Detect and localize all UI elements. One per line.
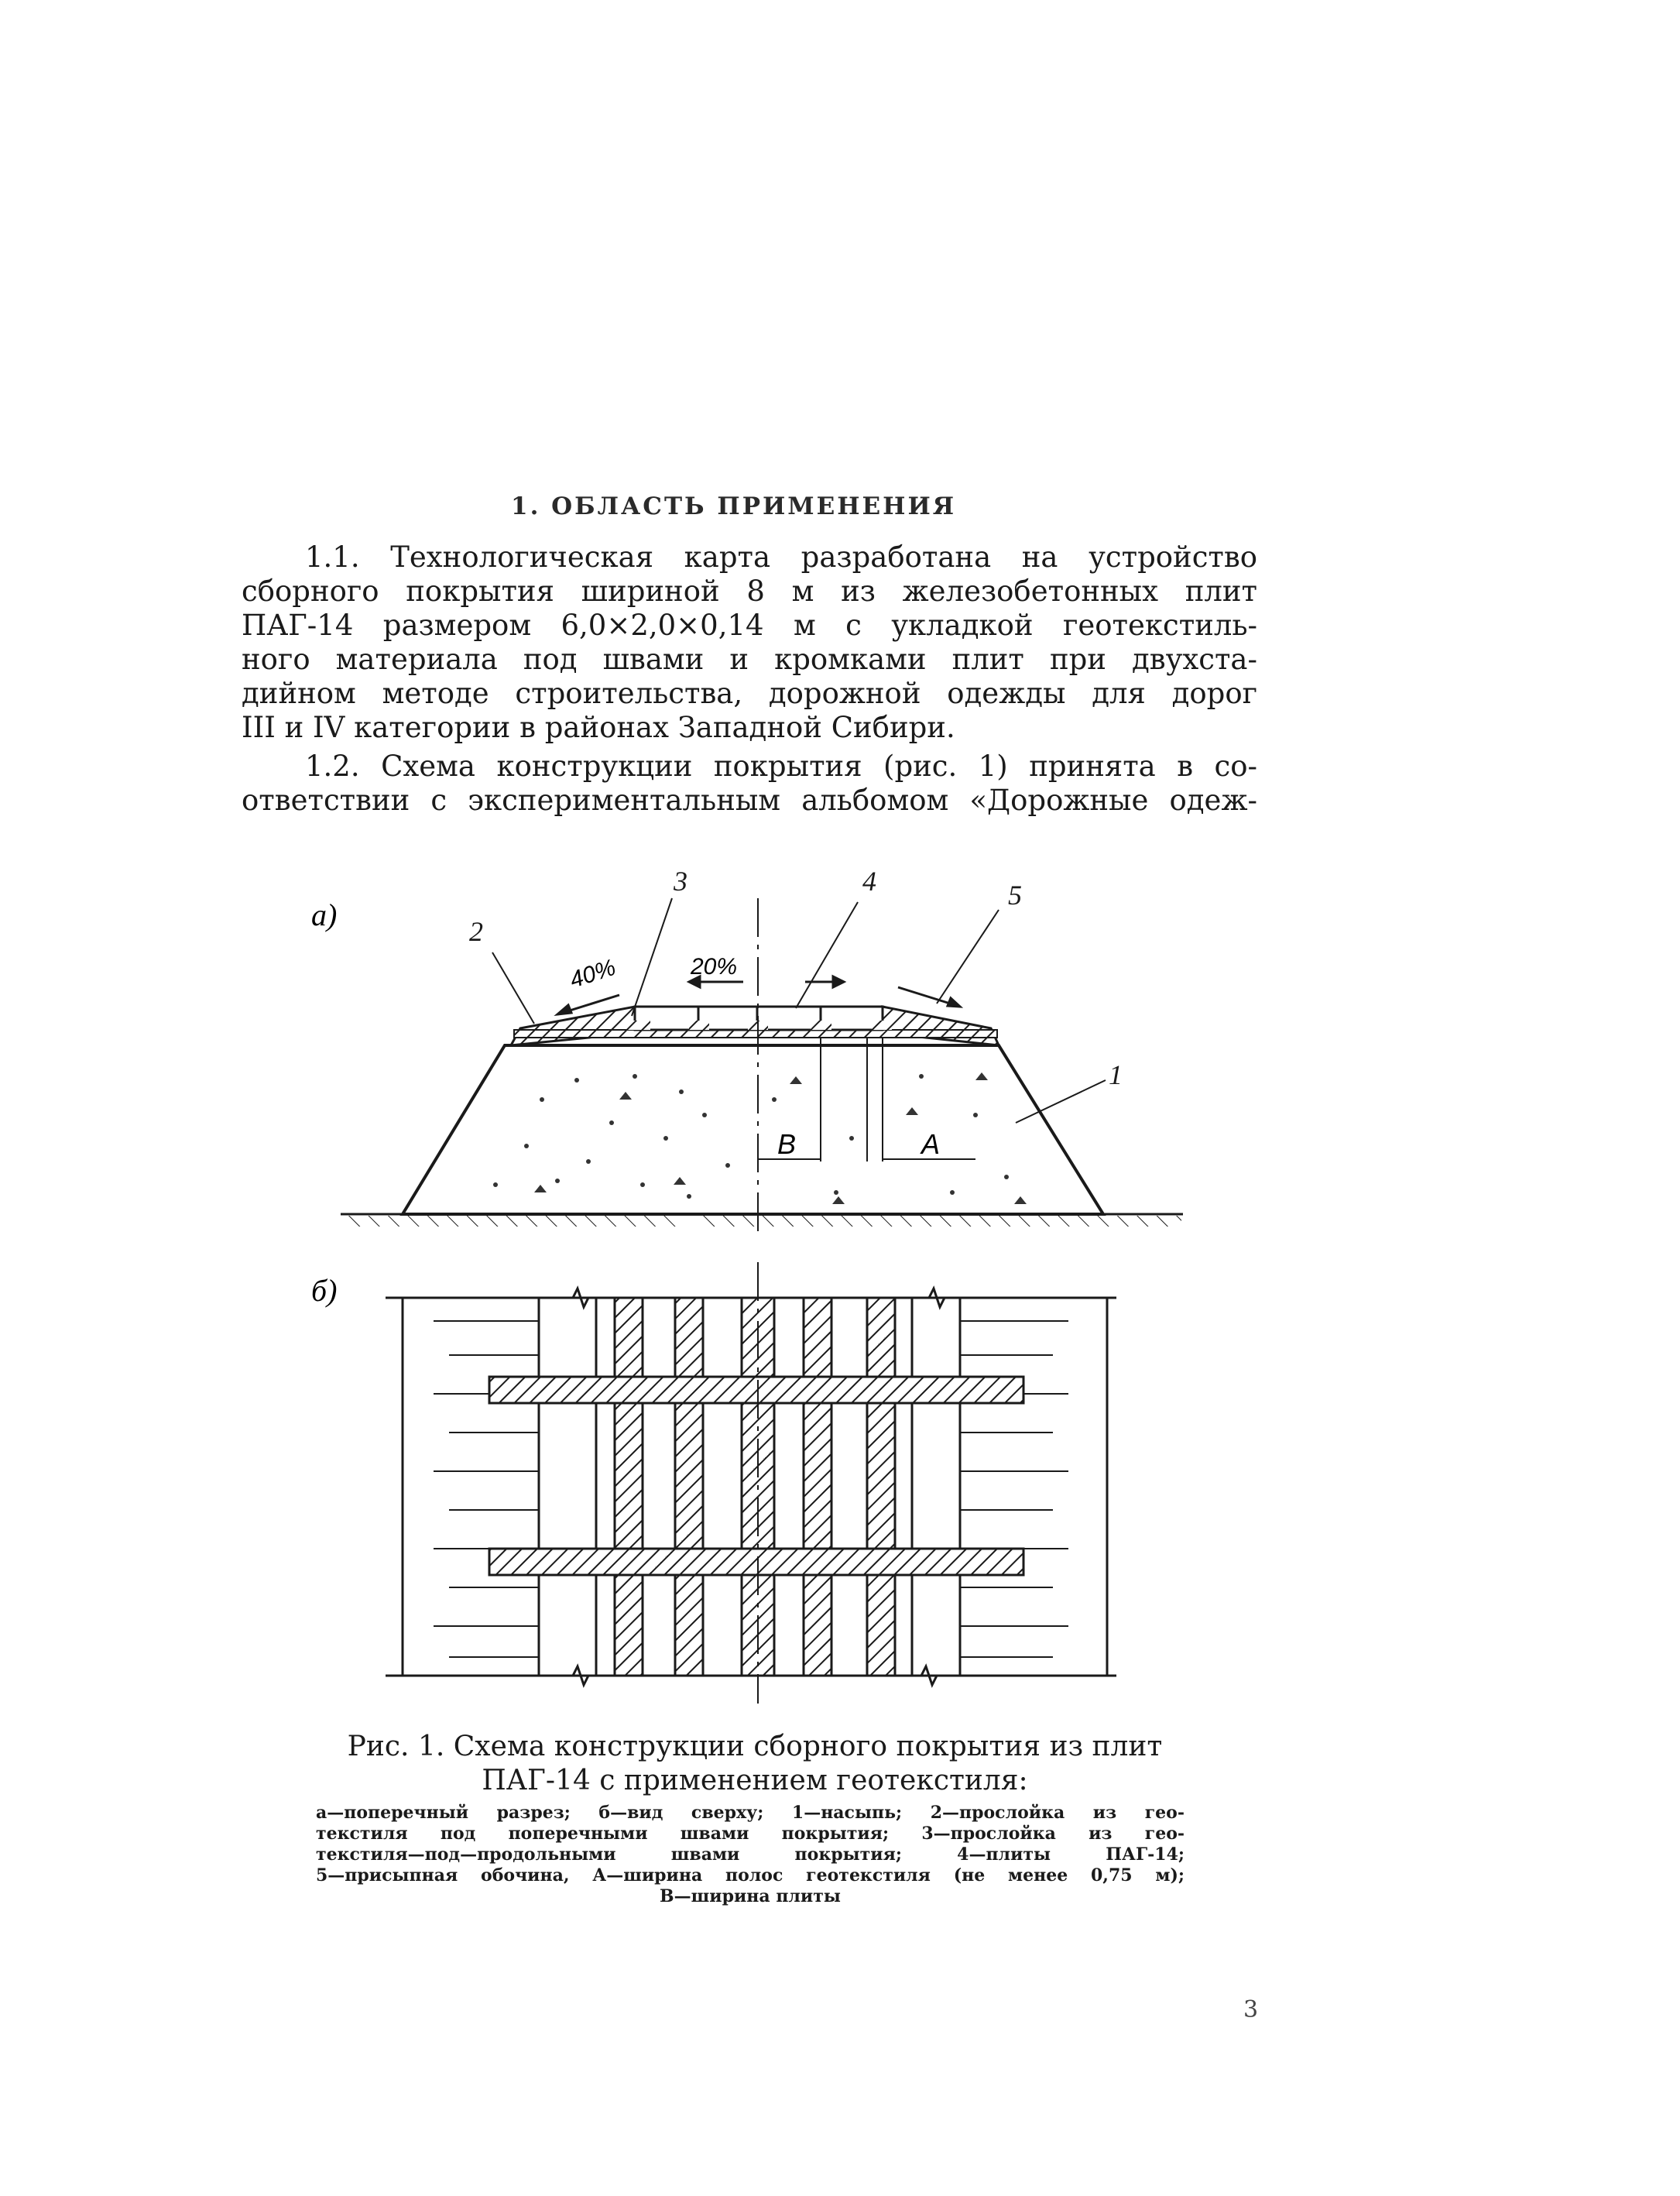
figure-caption-title (310, 1730, 1200, 1798)
callout-4: 4 (862, 866, 876, 897)
ground-line (341, 1214, 1183, 1227)
dimension-a-label: A (921, 1128, 941, 1160)
slope-left-label: 40% (566, 954, 619, 993)
caption-title-line: ПАГ-14 с применением геотекстиля: (482, 1765, 1028, 1796)
callout-3: 3 (674, 866, 687, 897)
text-line: сборного покрытия шириной 8 м из железобетонных плит (242, 575, 1257, 608)
longitudinal-geotextile-strips (615, 1298, 895, 1676)
caption-title-line: Рис. 1. Схема конструкции сборного покрытия из плит (347, 1731, 1163, 1762)
dimension-b-label: B (777, 1128, 797, 1160)
paragraph-1-1 (242, 540, 1257, 745)
page-number: 3 (1243, 1996, 1259, 2023)
text-line: ного материала под швами и кромками плит при двухста- (242, 643, 1257, 676)
slope-center-label: 20% (691, 954, 738, 980)
panel-a-label: а) (311, 897, 338, 932)
text-line: 1.2. Схема конструкции покрытия (рис. 1) принята в со- (305, 750, 1257, 783)
callout-1: 1 (1109, 1059, 1123, 1090)
callout-2: 2 (469, 916, 483, 947)
road-pavement-diagram (0, 852, 1680, 1734)
text-line: ответствии с экспериментальным альбомом «Дорожные одеж- (242, 784, 1257, 817)
section-heading: 1. ОБЛАСТЬ ПРИМЕНЕНИЯ (511, 492, 957, 520)
right-shoulder (883, 1007, 999, 1045)
figure-1 (0, 852, 1680, 1734)
text-line: III и IV категории в районах Западной Сибири. (242, 711, 955, 744)
text-line: ПАГ-14 размером 6,0×2,0×0,14 м с укладкой геотекстиль- (242, 609, 1257, 642)
legend-line: текстиля—под—продольными швами покрытия; 4—плиты ПАГ-14; (316, 1844, 1185, 1865)
legend-line: 5—присыпная обочина, А—ширина полос геотекстиля (не менее 0,75 м); (316, 1865, 1185, 1885)
text-line: 1.1. Технологическая карта разработана на устройство (305, 540, 1257, 574)
figure-caption-legend (316, 1803, 1185, 1907)
body-text (242, 540, 1257, 822)
paragraph-1-2 (242, 750, 1257, 818)
embankment (403, 1045, 1103, 1214)
text-line: дийном методе строительства, дорожной одежды для дорог (242, 677, 1257, 710)
legend-line: текстиля под поперечными швами покрытия; 3—прослойка из гео- (316, 1824, 1185, 1844)
callout-5: 5 (1008, 880, 1022, 911)
legend-line: а—поперечный разрез; б—вид сверху; 1—насыпь; 2—прослойка из гео- (316, 1803, 1185, 1823)
left-shoulder (511, 1007, 635, 1045)
legend-line: В—ширина плиты (660, 1886, 841, 1906)
panel-b-label: б) (311, 1273, 338, 1308)
